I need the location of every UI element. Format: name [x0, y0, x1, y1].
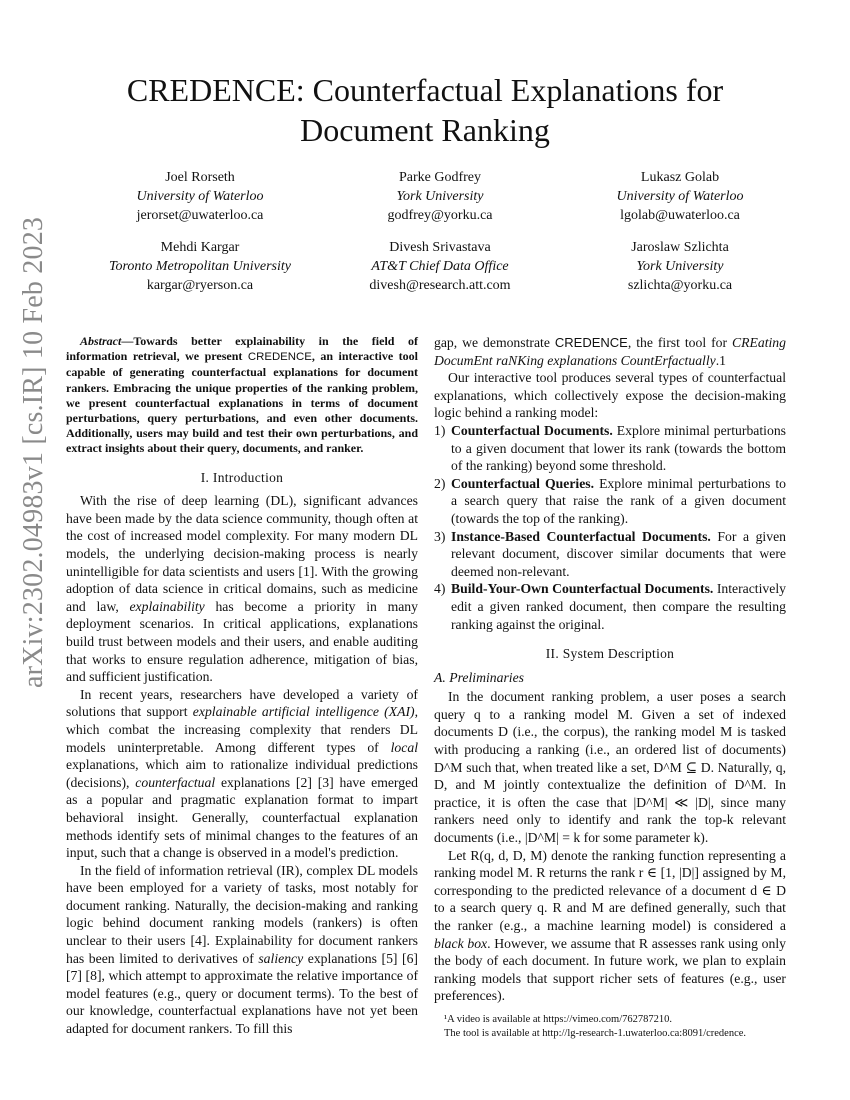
author-row	[95, 238, 785, 308]
contribution-list	[434, 422, 786, 633]
author-name: Lukasz Golab	[640, 170, 720, 185]
item-title: Build-Your-Own Counterfactual Documents.	[451, 581, 714, 597]
item-text: Explore minimal perturbations to a given document that lower its rank (towards the bottom of the ranking) beyond some threshold.	[451, 422, 786, 474]
author-email: kargar@ryerson.ca	[146, 278, 254, 293]
author-email: divesh@research.att.com	[369, 278, 511, 293]
paragraph	[66, 686, 418, 862]
author	[335, 238, 545, 308]
item-text: Interactively edit a given ranked document, then compare the resulting ranking against the original.	[451, 581, 786, 632]
arxiv-identifier: arXiv:2302.04983v1 [cs.IR] 10 Feb 2023	[18, 216, 49, 688]
text-span: explanations [5] [6] [7] [8], which attempt to approximate the relative importance of model features (e.g., query or document terms). To the best of our knowledge, counterfactual explanations have not yet been adapted for document rankers. To fill this	[66, 950, 418, 1037]
footnote-mark: .1	[715, 352, 726, 368]
footnotes	[434, 1013, 786, 1041]
author-affiliation: York University	[396, 189, 484, 204]
author-affiliation: University of Waterloo	[616, 189, 744, 204]
text-span: Let R(q, d, D, M) denote the ranking function representing a ranking model M. R returns the rank r ∈ [1, |D|] assigned by M, corresponding to the predicted relevance of a document d ∈ D to a search query q. R and M are defined generally, such that the ranker (e.g., a machine learning model) is considered a	[434, 847, 786, 933]
text-span: gap, we demonstrate	[434, 335, 555, 350]
text-span: . However, we assume that R assesses rank using only the body of each document. In future work, we plan to explain ranking models that support richer sets of features (e.g., user preferences).	[434, 935, 786, 1004]
right-column	[434, 334, 786, 1041]
subsection-heading: A. Preliminaries	[434, 669, 524, 685]
emphasis: local	[390, 739, 418, 755]
list-number: 2)	[434, 475, 446, 491]
section-heading: I. Introduction	[200, 469, 284, 485]
abstract-text: Towards better explainability in the field of information retrieval, we present	[66, 334, 418, 364]
emphasis: counterfactual	[135, 774, 216, 790]
text-span: In recent years, researchers have developed a variety of solutions that support	[66, 686, 418, 720]
author-email: lgolab@uwaterloo.ca	[620, 208, 740, 223]
emphasis: black box	[434, 935, 488, 951]
text-span: With the rise of deep learning (DL), significant advances have been made by the data science community, though often at the cost of increased model complexity. For many modern DL models, the underlying decision-making process is nearly unintelligible for data scientists and users [1]. With the growing adoption of data science in critical domains, such as medicine and law,	[66, 493, 418, 614]
list-item	[434, 422, 786, 475]
author-block	[95, 168, 785, 308]
author-name: Joel Rorseth	[165, 170, 235, 185]
abstract: Abstract—Towards better explainability in the field of information retrieval, we present CREDENCE, an interactive tool capable of generating counterfactual explanations for document rankers. Embracing the unique properties of the ranking problem, we present counterfactual explanations in terms of document perturbations, query perturbations, and even other documents. Additionally, users may build and test their own perturbations, and extract insights about their query, documents, and ranker.	[66, 334, 418, 456]
item-title: Counterfactual Queries.	[451, 475, 595, 491]
abstract-label: Abstract	[80, 334, 122, 348]
author-name: Mehdi Kargar	[160, 240, 240, 255]
paragraph: In the document ranking problem, a user poses a search query q to a ranking model M. Given a set of indexed documents D (i.e., the corpus), the ranking model M is tasked with producing a ranking (i.e., an ordered list of documents) D^M such that, when treated like a set, D^M ⊆ D. Naturally, q, D, and M jointly contextualize the definition of D^M. In practice, it is often the case that |D^M| ≪ |D|, since many rankers need only to identify and rank the top-k relevant documents (i.e., |D^M| = k for some parameter k).	[434, 689, 786, 846]
tool-name: CREDENCE	[247, 351, 312, 364]
author-row	[95, 168, 785, 238]
author-name: Parke Godfrey	[398, 170, 482, 185]
section-heading: II. System Description	[545, 646, 675, 662]
list-item	[434, 528, 786, 581]
author-affiliation: Toronto Metropolitan University	[109, 259, 291, 274]
emphasis: explainable artificial intelligence (XAI)	[192, 704, 415, 720]
paragraph: Our interactive tool produces several types of counterfactual explanations, which collectively expose the decision-making logic behind a ranking model:	[434, 370, 786, 421]
emphasis: CREating DocumEnt raNKing explanations CountErfactually	[434, 335, 786, 368]
author	[95, 238, 305, 308]
author-name: Divesh Srivastava	[389, 240, 491, 255]
paragraph	[66, 492, 418, 686]
emphasis: saliency	[258, 950, 304, 966]
abstract-text: , an interactive tool capable of generating counterfactual explanations for document rankers. Embracing the unique properties of the ranking problem, we present counterfactual explanations in terms of document perturbations, query perturbations, and even other documents. Additionally, users may build and test their own perturbations, and extract insights about their query, documents, and ranker.	[66, 349, 418, 456]
list-number: 4)	[434, 581, 446, 597]
item-title: Instance-Based Counterfactual Documents.	[451, 528, 711, 544]
text-span: , which combat the increasing complexity that renders DL models uninterpretable. Among different types of	[66, 704, 418, 755]
paragraph	[434, 334, 786, 369]
text-span: In the field of information retrieval (IR), complex DL models have been employed for a variety of tasks, most notably for document ranking. Naturally, the decision-making and ranking logic behind document ranking models (rankers) is often unclear to their users [4]. Explainability for document rankers has been limited to derivatives of	[66, 862, 418, 966]
text-span: explanations [2] [3] have emerged as a popular and pragmatic explanation format to impart behavioral insight. Generally, counterfactual explanation methods identify sets of minimal changes to the features of an input, such that a change is observed in a model's prediction.	[66, 774, 418, 861]
paper-title: CREDENCE: Counterfactual Explanations for Document Ranking	[126, 72, 724, 148]
list-number: 3)	[434, 528, 446, 544]
author	[575, 238, 785, 308]
tool-name: CREDENCE	[554, 335, 628, 350]
emphasis: explainability	[129, 598, 205, 614]
item-text: For a given relevant document, discover similar documents that were deemed non-relevant.	[451, 528, 786, 579]
list-item	[434, 580, 786, 633]
item-title: Counterfactual Documents.	[451, 422, 613, 438]
author-affiliation: AT&T Chief Data Office	[371, 259, 509, 274]
author-email: godfrey@yorku.ca	[387, 208, 493, 223]
text-span: , the first tool for	[627, 335, 732, 350]
paragraph	[434, 847, 786, 1005]
author	[575, 168, 785, 238]
author-affiliation: University of Waterloo	[136, 189, 264, 204]
author	[95, 168, 305, 238]
list-number: 1)	[434, 422, 446, 438]
author	[335, 168, 545, 238]
left-column	[66, 334, 418, 1038]
paragraph	[66, 862, 418, 1038]
footnote: ¹A video is available at https://vimeo.com/762787210.	[444, 1013, 672, 1025]
author-affiliation: York University	[636, 259, 724, 274]
text-span: explanations, which aim to rationalize individual predictions (decisions),	[66, 757, 418, 790]
item-text: Explore minimal perturbations to a search query that raise the rank of a given document (towards the top of the ranking).	[451, 475, 786, 526]
author-email: jerorset@uwaterloo.ca	[136, 208, 264, 223]
footnote: The tool is available at http://lg-research-1.uwaterloo.ca:8091/credence.	[444, 1027, 747, 1039]
author-email: szlichta@yorku.ca	[627, 278, 733, 293]
author-name: Jaroslaw Szlichta	[631, 240, 729, 255]
text-span: has become a priority in many deployment scenarios. In critical applications, explanations build trust between models and their users, and enable auditing that works to ensure regulation adherence, mitigation of bias, and sufficient justification.	[66, 598, 418, 685]
list-item	[434, 475, 786, 528]
